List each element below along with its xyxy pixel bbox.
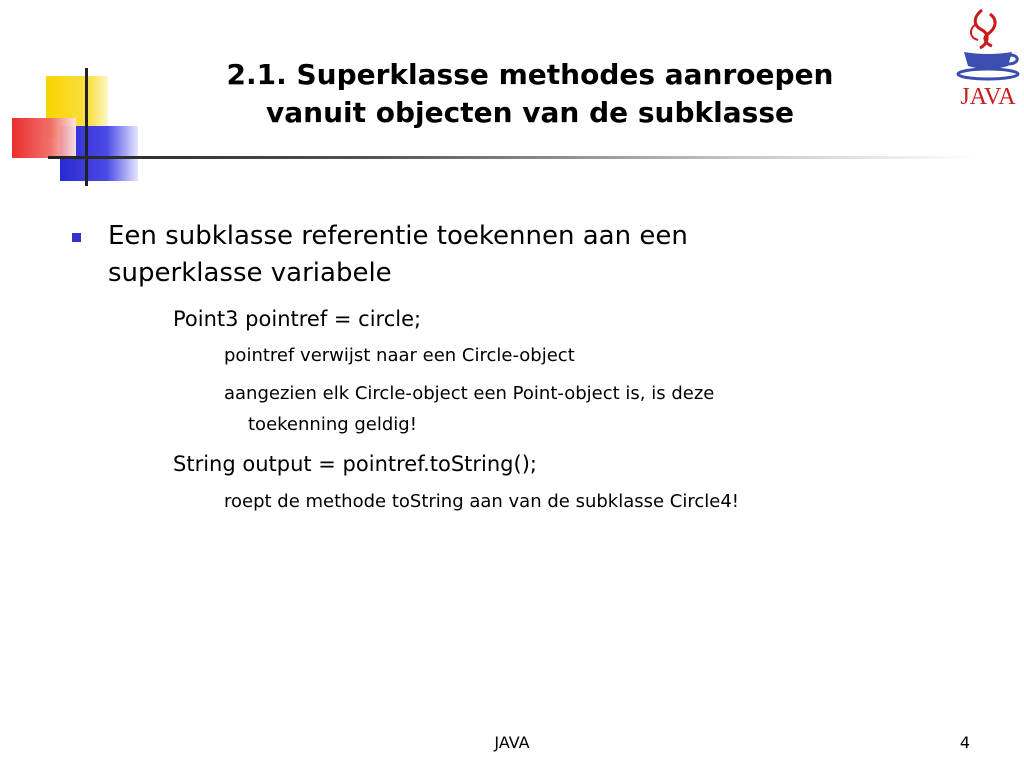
code-line-tostring: String output = pointref.toString();: [173, 452, 537, 476]
slide-title: [140, 56, 920, 132]
page-number: 4: [959, 733, 970, 752]
title-underline: [48, 156, 978, 159]
bullet-icon: [72, 233, 81, 242]
bullet-text-line-1: Een subklasse referentie toekennen aan een: [108, 221, 688, 251]
footer-label: JAVA: [494, 733, 530, 752]
decor-vertical-line: [85, 68, 88, 186]
decor-red-square: [12, 118, 76, 158]
java-logo-icon: [952, 4, 1024, 114]
java-logo-text: JAVA: [960, 84, 1016, 110]
bullet-text-line-2: superklasse variabele: [108, 258, 392, 288]
slide-title-line-2: vanuit objecten van de subklasse: [266, 96, 794, 129]
note-reference: pointref verwijst naar een Circle-object: [224, 345, 575, 366]
note-validity-line-1: aangezien elk Circle-object een Point-object is, is deze: [224, 383, 715, 404]
slide-title-line-1: 2.1. Superklasse methodes aanroepen: [226, 58, 834, 91]
code-line-assignment: Point3 pointref = circle;: [173, 307, 422, 331]
note-validity-line-2: toekenning geldig!: [248, 414, 417, 435]
note-tostring: roept de methode toString aan van de subklasse Circle4!: [224, 491, 739, 512]
